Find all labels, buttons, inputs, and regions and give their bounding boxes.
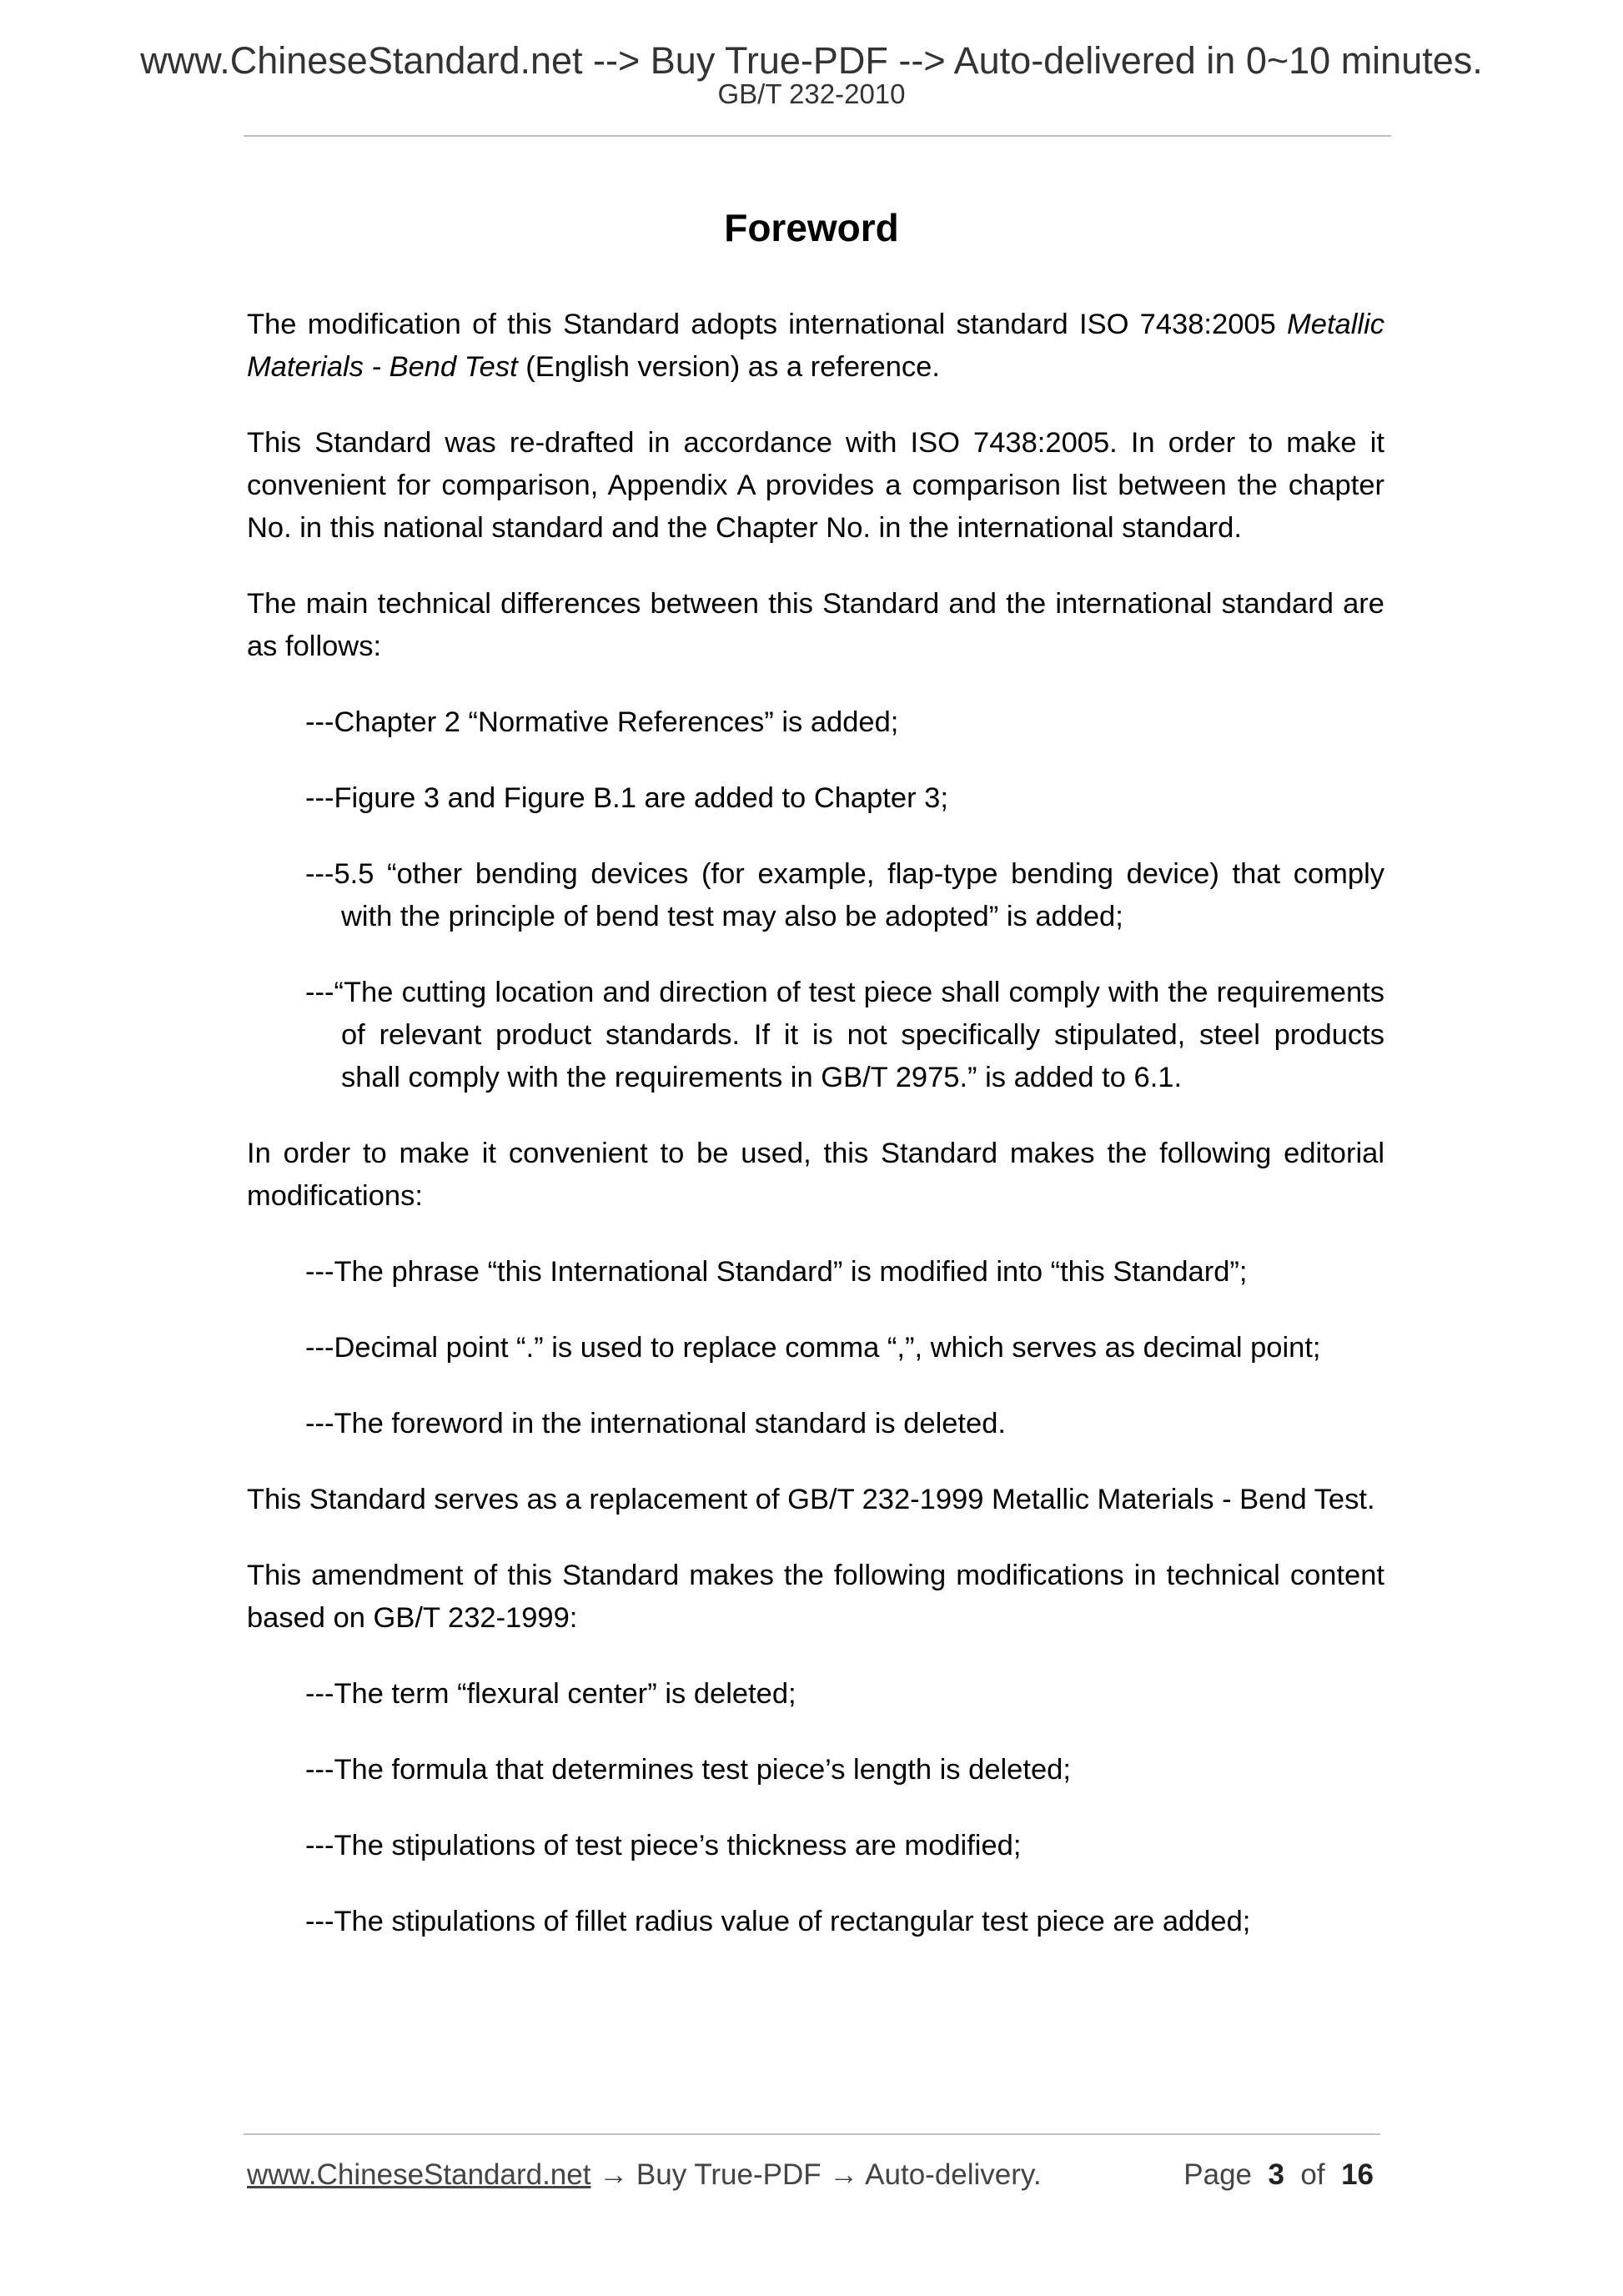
footer-promo-text: → Buy True-PDF → Auto-delivery. bbox=[590, 2158, 1042, 2191]
footer-promo bbox=[247, 2158, 1042, 2192]
header-divider bbox=[244, 135, 1391, 137]
list-item: ---“The cutting location and direction of test piece shall comply with the requirements of relevant product standards. If it is not specifically stipulated, steel products shall comply with the requirements in GB/T 2975.” is added to 6.1. bbox=[305, 977, 1384, 1093]
list-item: ---Decimal point “.” is used to replace comma “,”, which serves as decimal point; bbox=[305, 1332, 1321, 1364]
iso-title: Metallic Materials - Bend Test bbox=[247, 309, 1384, 383]
list-item: ---Figure 3 and Figure B.1 are added to Chapter 3; bbox=[305, 782, 948, 814]
paragraph-tech-diff-intro: The main technical differences between this Standard and the international standard are as follows: bbox=[247, 588, 1384, 662]
current-page: 3 bbox=[1268, 2158, 1284, 2191]
site-banner: www.ChineseStandard.net --> Buy True-PDF --> Auto-delivered in 0~10 minutes. bbox=[140, 39, 1483, 82]
page-label: Page bbox=[1183, 2158, 1253, 2191]
paragraph-redraft: This Standard was re-drafted in accordance with ISO 7438:2005. In order to make it convenient for comparison, Appendix A provides a comparison list between the chapter No. in this national standard and the Chapter No. in the international standard. bbox=[247, 427, 1384, 544]
list-item: ---The formula that determines test piece’s length is deleted; bbox=[305, 1754, 1071, 1786]
list-item: ---The phrase “this International Standard” is modified into “this Standard”; bbox=[305, 1256, 1248, 1288]
page-of-label: of bbox=[1300, 2158, 1325, 2191]
list-item: ---5.5 “other bending devices (for example, flap-type bending device) that comply with the principle of bend test may also be adopted” is added; bbox=[305, 858, 1384, 932]
total-pages: 16 bbox=[1341, 2158, 1374, 2191]
adoption-text-end: (English version) as a reference. bbox=[517, 351, 940, 383]
list-item: ---The stipulations of test piece’s thickness are modified; bbox=[305, 1830, 1022, 1861]
paragraph-adoption bbox=[247, 304, 1384, 389]
footer-site-link[interactable]: www.ChineseStandard.net bbox=[247, 2158, 591, 2191]
foreword-body bbox=[247, 304, 1384, 1977]
footer-divider bbox=[244, 2133, 1380, 2135]
paragraph-amendment-intro: This amendment of this Standard makes the following modifications in technical content based on GB/T 232-1999: bbox=[247, 1560, 1384, 1634]
list-item: ---The foreword in the international standard is deleted. bbox=[305, 1408, 1006, 1439]
page-number bbox=[1183, 2158, 1374, 2192]
document-code: GB/T 232-2010 bbox=[717, 78, 906, 109]
paragraph-editorial-intro: In order to make it convenient to be used, this Standard makes the following editorial modifications: bbox=[247, 1138, 1384, 1212]
list-item: ---Chapter 2 “Normative References” is added; bbox=[305, 706, 899, 738]
page-title: Foreword bbox=[724, 206, 899, 249]
adoption-text-start: The modification of this Standard adopts international standard ISO 7438:2005 bbox=[247, 309, 1288, 340]
list-item: ---The term “flexural center” is deleted; bbox=[305, 1678, 796, 1710]
list-item: ---The stipulations of fillet radius value of rectangular test piece are added; bbox=[305, 1906, 1251, 1937]
paragraph-replacement: This Standard serves as a replacement of GB/T 232-1999 Metallic Materials - Bend Test. bbox=[247, 1484, 1375, 1515]
